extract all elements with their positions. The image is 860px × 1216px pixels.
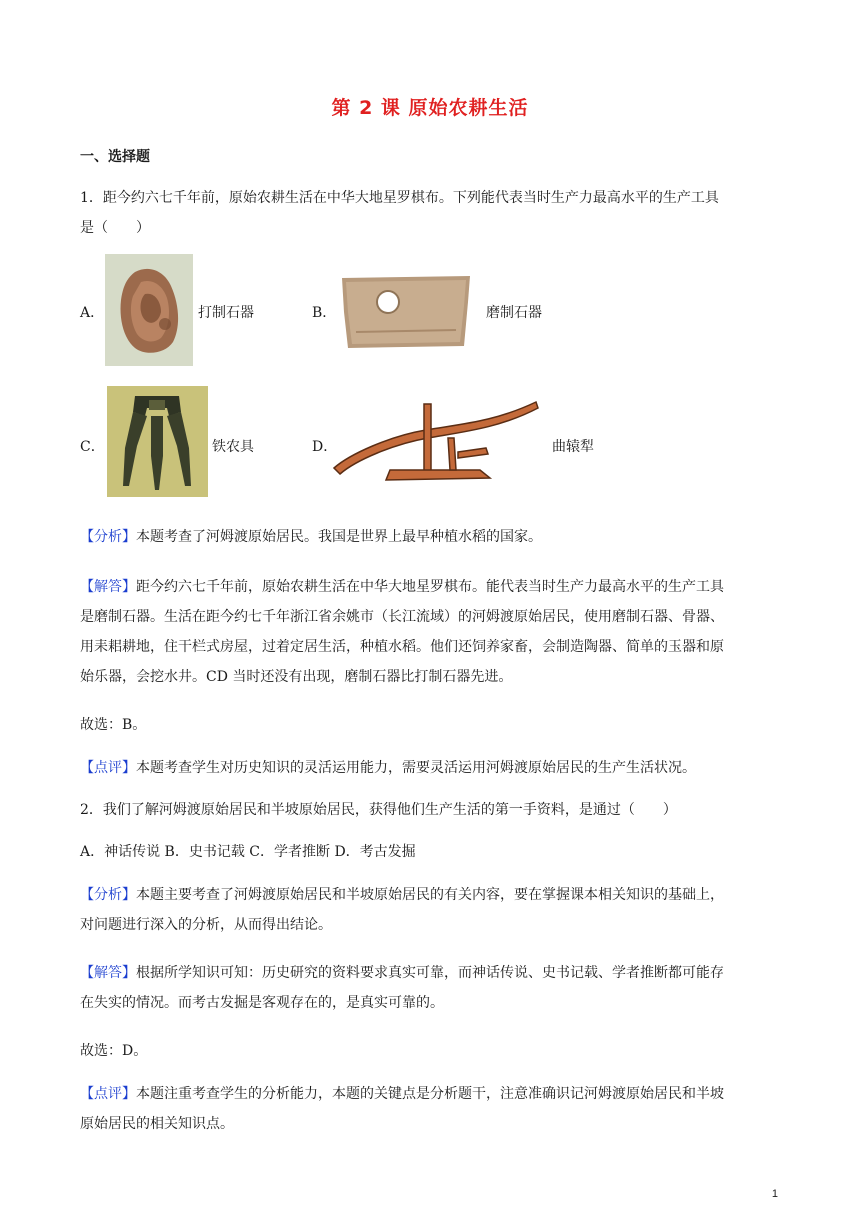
question-1-stem <box>80 183 780 243</box>
answer-line-2: 是磨制石器。生活在距今约七千年浙江省余姚市（长江流域）的河姆渡原始居民，使用磨制石器、骨器、 <box>80 609 724 625</box>
option-d-letter: D． <box>312 439 338 455</box>
analysis-text: 本题考查了河姆渡原始居民。我国是世界上最早种植水稻的国家。 <box>136 529 542 545</box>
option-b-label: 磨制石器 <box>486 305 542 321</box>
question-2-analysis <box>80 880 780 940</box>
comment-line-1: 本题注重考查学生的分析能力，本题的关键点是分析题干，注意准确识记河姆渡原始居民和半坡 <box>136 1086 724 1102</box>
analysis-line-1: 本题主要考查了河姆渡原始居民和半坡原始居民的有关内容，要在掌握课本相关知识的基础上， <box>136 887 724 903</box>
question-1-choice: 故选：B。 <box>80 717 147 733</box>
chipped-stone-tool-image <box>105 254 193 366</box>
comment-text: 本题考查学生对历史知识的灵活运用能力，需要灵活运用河姆渡原始居民的生产生活状况。 <box>136 760 696 776</box>
curved-shaft-plow-image <box>330 398 542 484</box>
question-2-stem: 2．我们了解河姆渡原始居民和半坡原始居民，获得他们生产生活的第一手资料，是通过（ ） <box>80 802 677 818</box>
option-d-label: 曲辕犁 <box>552 439 594 455</box>
section-heading: 一、选择题 <box>80 149 150 165</box>
analysis-line-2: 对问题进行深入的分析，从而得出结论。 <box>80 917 332 933</box>
answer-tag: 【解答】 <box>80 965 136 981</box>
page-title: 第 2 课 原始农耕生活 <box>331 97 529 119</box>
question-1-stem-line-2: 是（ ） <box>80 220 150 236</box>
question-2-answer <box>80 958 780 1018</box>
option-b-letter: B． <box>312 305 337 321</box>
answer-tag: 【解答】 <box>80 579 136 595</box>
answer-line-1: 距今约六七千年前，原始农耕生活在中华大地星罗棋布。能代表当时生产力最高水平的生产工具 <box>136 579 724 595</box>
question-2-choice: 故选：D。 <box>80 1043 148 1059</box>
polished-stone-tool-image <box>336 272 476 350</box>
question-1-stem-line-1: 1．距今约六七千年前，原始农耕生活在中华大地星罗棋布。下列能代表当时生产力最高水平的生产工具 <box>80 190 719 206</box>
question-1-comment <box>80 753 780 783</box>
page-number: 1 <box>771 1188 778 1200</box>
answer-line-1: 根据所学知识可知：历史研究的资料要求真实可靠，而神话传说、史书记载、学者推断都可能存 <box>136 965 724 981</box>
question-2-comment <box>80 1079 780 1139</box>
answer-line-2: 在失实的情况。而考古发掘是客观存在的，是真实可靠的。 <box>80 995 444 1011</box>
comment-line-2: 原始居民的相关知识点。 <box>80 1116 234 1132</box>
comment-tag: 【点评】 <box>80 1086 136 1102</box>
analysis-tag: 【分析】 <box>80 529 136 545</box>
question-2-options: A．神话传说 B．史书记载 C．学者推断 D．考古发掘 <box>80 844 416 860</box>
question-1-answer <box>80 572 780 692</box>
question-1-analysis <box>80 522 780 552</box>
option-a-letter: A． <box>80 305 105 321</box>
comment-tag: 【点评】 <box>80 760 136 776</box>
iron-farm-tool-image <box>107 386 208 497</box>
option-a-label: 打制石器 <box>198 305 254 321</box>
analysis-tag: 【分析】 <box>80 887 136 903</box>
answer-line-4: 始乐器，会挖水井。CD 当时还没有出现，磨制石器比打制石器先进。 <box>80 669 513 685</box>
answer-line-3: 用耒耜耕地，住干栏式房屋，过着定居生活，种植水稻。他们还饲养家畜，会制造陶器、简单的玉器和原 <box>80 639 724 655</box>
option-c-letter: C． <box>80 439 105 455</box>
option-c-label: 铁农具 <box>212 439 254 455</box>
